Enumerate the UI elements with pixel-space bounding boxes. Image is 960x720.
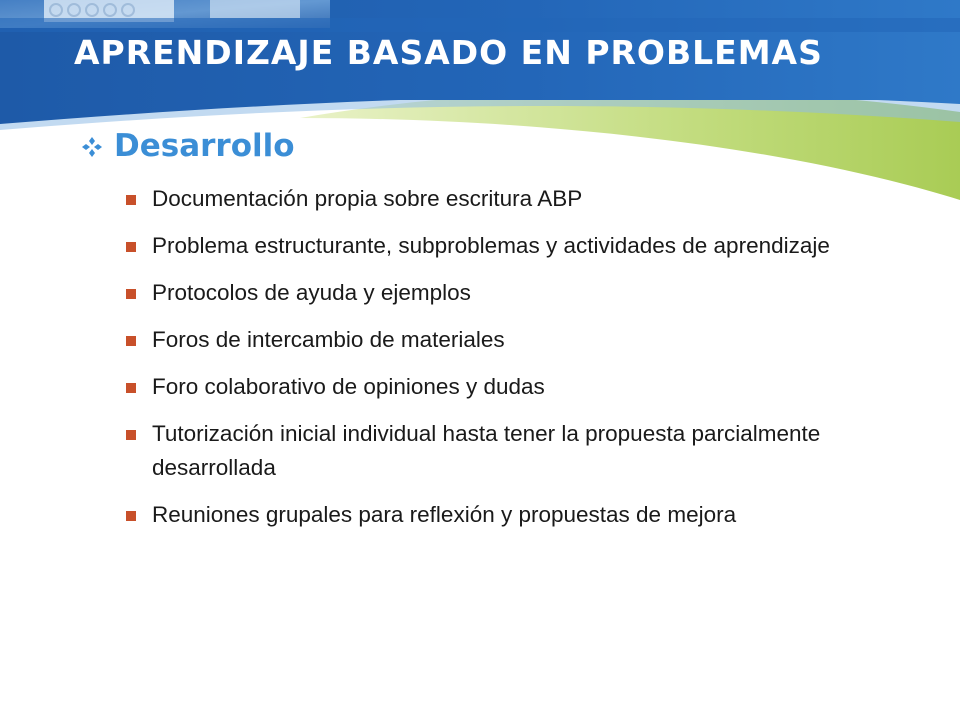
square-bullet-icon [126,336,136,346]
photo-fade [0,18,960,32]
list-item [126,498,926,532]
square-bullet-icon [126,242,136,252]
square-bullet-icon [126,289,136,299]
list-item [126,323,926,357]
square-bullet-icon [126,430,136,440]
section-heading: Desarrollo [114,128,295,164]
square-bullet-icon [126,383,136,393]
slide-title: APRENDIZAJE BASADO EN PROBLEMAS [74,33,823,72]
bullet-text: Foros de intercambio de materiales [152,327,505,352]
bullet-list [126,182,926,545]
bullet-text: Tutorización inicial individual hasta tener la propuesta parcialmente desarrollada [152,421,821,480]
list-item [126,370,926,404]
list-item [126,276,926,310]
bullet-text: Protocolos de ayuda y ejemplos [152,280,471,305]
list-item [126,182,926,216]
square-bullet-icon [126,511,136,521]
square-bullet-icon [126,195,136,205]
bullet-text: Reuniones grupales para reflexión y propuestas de mejora [152,502,737,527]
bullet-text: Documentación propia sobre escritura ABP [152,186,583,211]
photo-paper-2 [210,0,300,18]
bullet-text: Foro colaborativo de opiniones y dudas [152,374,545,399]
four-diamond-icon [80,135,104,159]
list-item [126,229,926,263]
header-graphic [0,0,960,200]
section-header [80,128,295,164]
bullet-text: Problema estructurante, subproblemas y actividades de aprendizaje [152,233,830,258]
list-item [126,417,926,485]
